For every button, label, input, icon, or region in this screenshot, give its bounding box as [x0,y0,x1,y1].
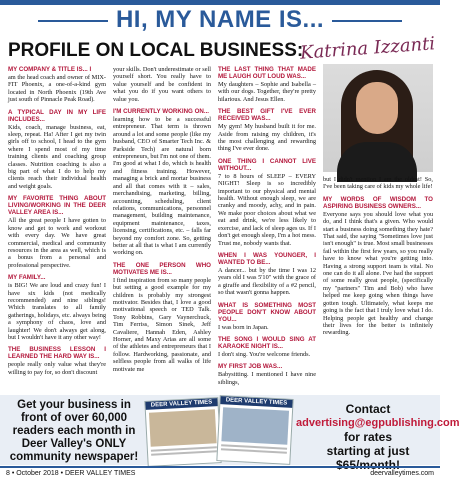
q-heading: A TYPICAL DAY IN MY LIFE INCLUDES... [8,108,106,123]
q-answer: am the head coach and owner of MIX-FIT Phoenix, a one-of-a-kind gym located in North Phoenix (19th Ave just south of Pinnacle Peak Road). [8,74,106,104]
q-answer: your skills. Don't underestimate or sell yourself short. You really have to value yourself and be confident in what you do if you want others to value you. [113,66,211,103]
q-heading: MY FIRST JOB WAS... [218,363,283,371]
q-heading: THE BEST GIFT I'VE EVER RECEIVED WAS... [218,108,316,123]
ad-rates-label: for rates [343,430,393,444]
q-heading: THE LAST THING THAT MADE ME LAUGH OUT LOUD WAS... [218,66,316,80]
q-answer: but I didn't mention I am the oldest! So, I've been taking care of kids my whole life! [323,176,433,191]
footer-page-info: 8 • October 2018 • DEER VALLEY TIMES [6,470,136,477]
newspaper-photo [149,409,217,446]
column-4 [323,176,433,339]
q-answer: A dancer... but by the time I was 12 years old I was 5'10" with the grace of a giraffe and flexibility of a #2 pencil, so that wasn't gonna happen. [218,266,316,297]
q-answer: Kids, coach, manage business, eat, sleep, repeat. Ha! After I get my twin girls off to school, I head to the gym where I spend most of my time training clients and coaching group classes. Nutrition coaching is also a big part of what I do to help my clients reach their individual health and weight goals. [8,123,106,190]
newspaper-masthead: DEER VALLEY TIMES [220,396,292,408]
ad-pitch-text: Get your business in front of over 60,000 readers each month in Deer Valley's ONLY community newspaper! [9,399,139,463]
q-answer: My daughters – Sophie and Isabella – with our dogs. Together, they're pretty hilarious. And Jesus Ellen. [218,81,316,103]
q-answer: I find inspiration from so many people but setting a good example for my children is probably my strongest motivator. Besides that, I love a good motivational speech or TED Talk. Tony Robbins, Gary Vaynerchuck, Tim Ferriss, Simon Sinek, Jeff Cavaliere, Hannah Eden, Ashley Horner, and Maxy Arias are all some of the athletes and entrepreneurs that I follow. Hardworking, passionate, and selfless people from all walks of life motivate me [113,276,211,373]
column-2 [113,66,211,375]
column-1 [8,66,106,378]
ad-price-label: starting at just $65/month! [326,444,410,472]
q-heading: THE BUSINESS LESSON I LEARNED THE HARD WAY IS... [8,346,106,361]
portrait-photo [323,64,433,172]
q-answer: learning how to be a successful entrepreneur. That term is thrown around a lot and some people (like my husband, CEO of Smarter Tech Inc. & Parkside Tech) are natural born entrepreneurs, but I'm not one of them. I'm good at what I do, which is health and fitness training. However, managing a brick and mortar business and all that comes with it – sales, merchandising, marketing, billing, accounting, scheduling, client relations, communications, personnel management, building maintenance, equipment maintenance, taxes, licensing, certifications, etc. – falls far beyond my comfort zone. So, getting better at all that is what I am currently working on. [113,116,212,257]
q-heading: MY WORDS OF WISDOM TO ASPIRING BUSINESS OWNERS... [323,195,433,210]
q-answer: people really only value what they're willing to pay for, so don't discount [8,361,106,376]
ad-newspaper-images [146,397,294,463]
q-heading: THE ONE PERSON WHO MOTIVATES ME IS... [113,261,211,276]
q-answer: is BIG! We are loud and crazy fun! I have six kids (not medically recommended) and nine siblings! Which translates to all family gatherings, holidays, etc. always being a symphony of chaos, love and laughter! We don't always get along, but I wouldn't have it any other way! [8,282,106,341]
newspaper-masthead: DEER VALLEY TIMES [145,398,217,410]
q-answer: I don't sing. You're welcome friends. [218,350,311,358]
q-answer: My gym! My husband built it for me. Aside from raising my children, it's the most challenging and rewarding thing I've ever done. [218,123,316,153]
page-title [0,6,440,34]
portrait-face [356,82,398,134]
signature-name: Katrina Izzanti [299,33,436,64]
q-answer: 7 to 8 hours of SLEEP – EVERY NIGHT! Sleep is so incredibly important to our physical and mental health. Without enough sleep, we are cranky and moody, achy, and in pain. We make poor choices about what we eat and drink, we're less likely to exercise, and lack of sleep ages us. If I don't get enough sleep, I'm a hot mess. Trust me, nobody wants that. [218,172,316,247]
q-heading: THE SONG I WOULD SING AT KARAOKE NIGHT IS... [218,335,316,350]
q-heading: MY FAVORITE THING ABOUT LIVING/WORKING IN THE DEER VALLEY AREA IS... [8,195,106,217]
column-3 [218,66,316,388]
q-heading: WHAT IS SOMETHING MOST PEOPLE DON'T KNOW ABOUT YOU... [218,301,316,323]
q-heading: ONE THING I CANNOT LIVE WITHOUT... [218,157,316,172]
q-answer: Babysitting. I mentioned I have nine siblings, [218,371,316,386]
newspaper-photo [221,407,289,444]
ad-contact-label: Contact [345,402,391,416]
newspaper-cover [144,397,221,467]
footer-website-link[interactable]: deervalleytimes.com [370,470,434,477]
q-answer: Everyone says you should love what you do, and I think that's a given. Who would start a business doing something they hate? That said, the saying "Sometimes love just isn't enough" is true. Most small businesses fail within the first few years, so you really have to know what you're getting into. Having a strong support team is vital. No one can do it all alone. I've had the support of some really great people, (specifically my "partners" Tim and Bob) who have helped me keep going when things have gotten tough. Ultimately, what keeps me going is the fact that I truly love what I do. Helping people get healthy and change their lives for the better is infinitely rewarding. [323,210,433,337]
q-heading: WHEN I WAS YOUNGER, I WANTED TO BE... [218,251,316,266]
q-heading: MY COMPANY & TITLE IS... I [8,66,92,73]
page-footer [0,466,440,482]
ad-email-link[interactable]: advertising@egpublishing.com [296,417,460,429]
title-rule-left [38,20,108,22]
q-heading: I'M CURRENTLY WORKING ON... [113,108,210,116]
ad-contact-block [296,402,460,472]
q-answer: All the great people I have gotten to know and get to work and workout with every day. We have great commercial, medical and community resources in the area as well, which is a bonus from a personal and professional perspective. [8,217,106,269]
q-heading: MY FAMILY... [8,274,46,282]
q-answer: I was born in Japan. [218,323,269,331]
section-subtitle: PROFILE ON LOCAL BUSINESS: [8,40,304,61]
title-rule-right [332,20,402,22]
top-rule [0,0,440,5]
title-text: HI, MY NAME IS... [115,6,325,33]
newspaper-cover [216,395,293,465]
